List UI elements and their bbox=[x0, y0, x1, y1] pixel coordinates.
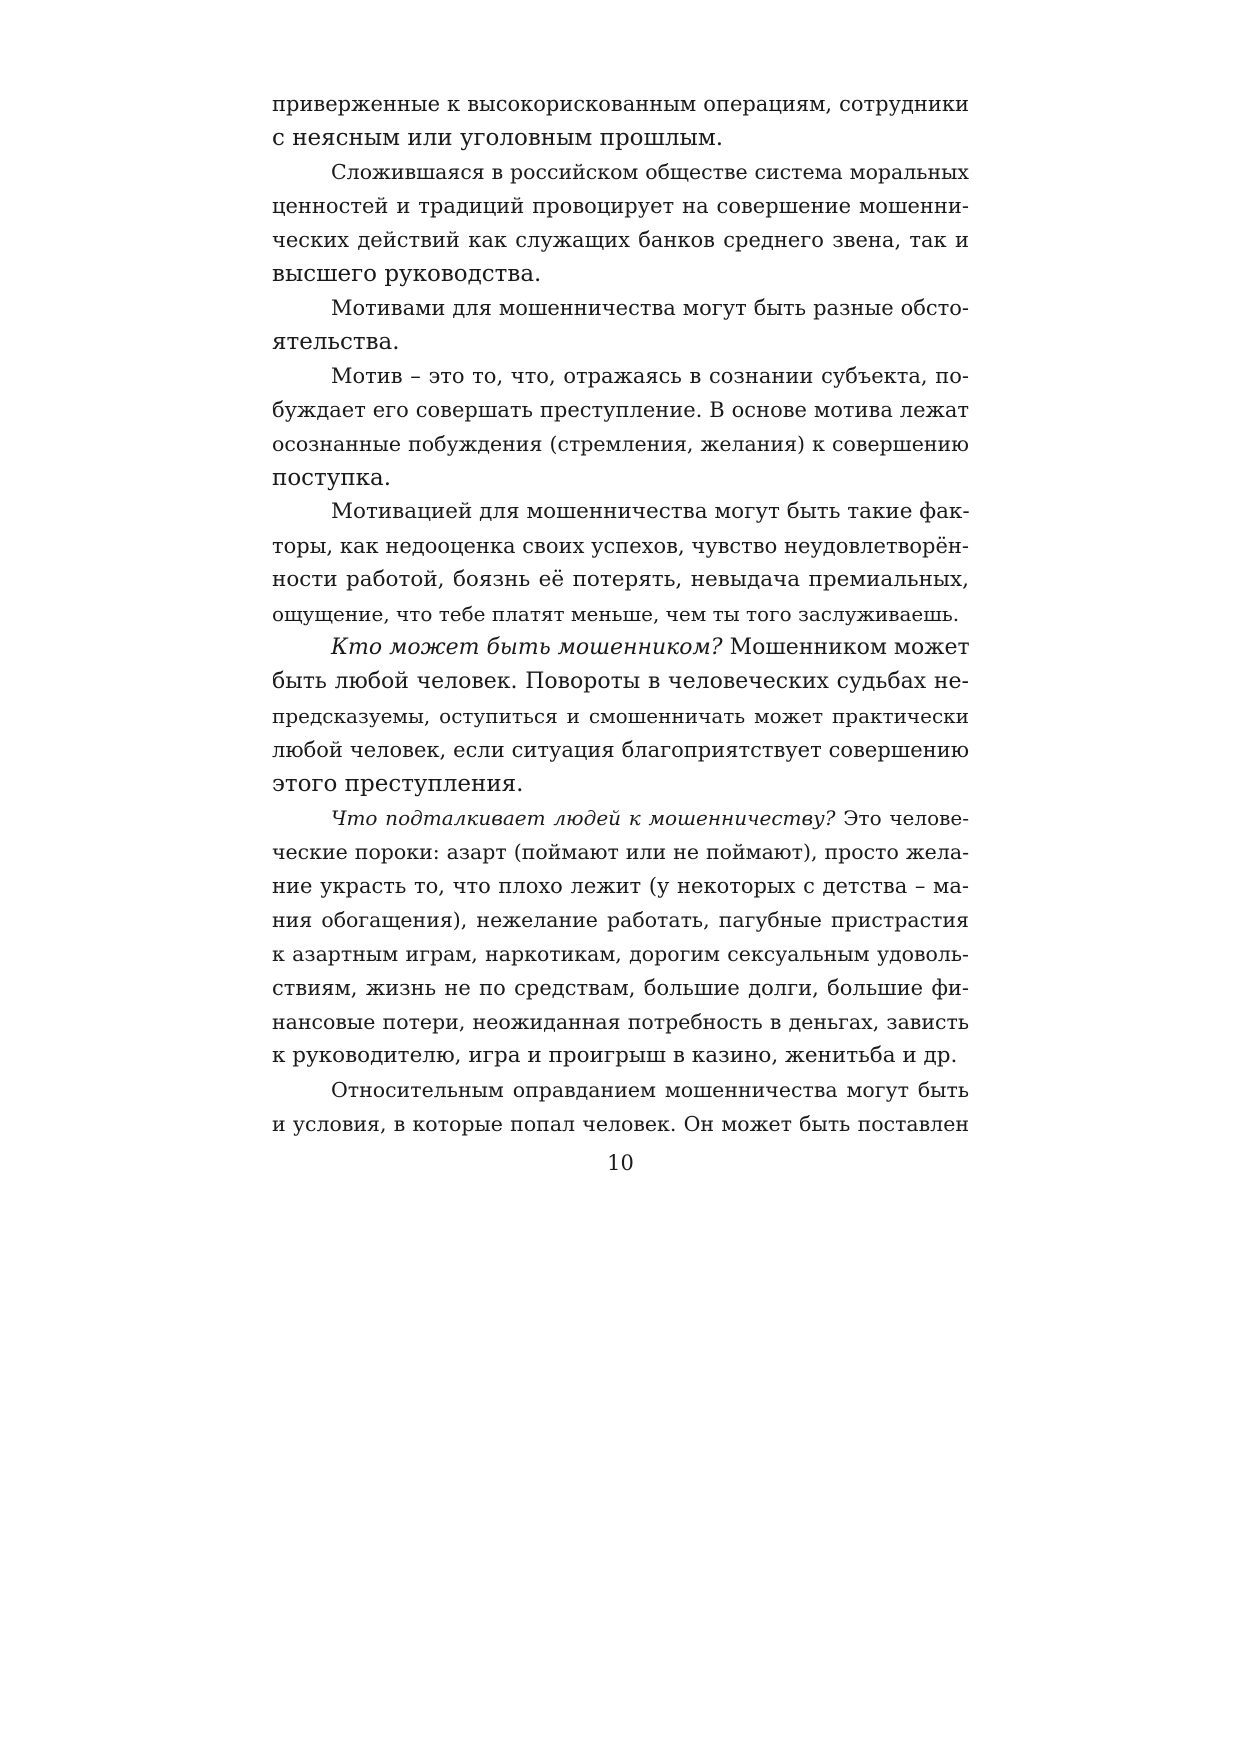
text-segment: любой человек, если ситуация благоприятствует совершению bbox=[272, 738, 969, 762]
text-segment: ние украсть то, что плохо лежит (у некоторых с детства – ма- bbox=[272, 874, 969, 898]
text-line bbox=[272, 461, 969, 495]
text-segment: Сложившаяся в российском обществе система моральных bbox=[331, 160, 969, 184]
text-line bbox=[272, 155, 969, 189]
text-line bbox=[272, 291, 969, 325]
text-segment: к азартным играм, наркотикам, дорогим сексуальным удоволь- bbox=[272, 942, 969, 966]
text-segment: ческие пороки: азарт (поймают или не поймают), просто жела- bbox=[272, 840, 969, 864]
text-segment: Мошенником может bbox=[722, 635, 970, 660]
page-body-text bbox=[272, 87, 969, 1141]
text-segment: и условия, в которые попал человек. Он может быть поставлен bbox=[272, 1112, 969, 1136]
text-line bbox=[272, 699, 969, 733]
text-line bbox=[272, 835, 969, 869]
text-line bbox=[272, 257, 969, 291]
text-line bbox=[272, 1107, 969, 1141]
text-segment: ния обогащения), нежелание работать, пагубные пристрастия bbox=[272, 908, 969, 932]
text-line bbox=[272, 495, 969, 529]
text-line bbox=[272, 1039, 969, 1073]
text-line bbox=[272, 971, 969, 1005]
text-line bbox=[272, 631, 969, 665]
text-segment: с неясным или уголовным прошлым. bbox=[272, 125, 724, 151]
text-line bbox=[272, 869, 969, 903]
text-line bbox=[272, 359, 969, 393]
text-segment: ствиям, жизнь не по средствам, большие долги, большие фи- bbox=[272, 976, 969, 1000]
text-line bbox=[272, 903, 969, 937]
text-line bbox=[272, 1073, 969, 1107]
text-segment: ческих действий как служащих банков среднего звена, так и bbox=[272, 228, 969, 252]
text-segment: этого преступления. bbox=[272, 771, 524, 797]
text-line bbox=[272, 121, 969, 155]
text-segment: Мотивами для мошенничества могут быть разные обсто- bbox=[331, 296, 969, 320]
text-segment: высшего руководства. bbox=[272, 261, 542, 287]
text-line bbox=[272, 393, 969, 427]
text-segment: к руководителю, игра и проигрыш в казино, женитьба и др. bbox=[272, 1043, 958, 1068]
text-segment: нансовые потери, неожиданная потребность в деньгах, зависть bbox=[272, 1010, 969, 1034]
text-segment: Мотивацией для мошенничества могут быть такие фак- bbox=[331, 499, 970, 524]
text-line bbox=[272, 427, 969, 461]
text-segment: ощущение, что тебе платят меньше, чем ты того заслуживаешь. bbox=[272, 602, 960, 626]
text-line bbox=[272, 597, 969, 631]
text-line bbox=[272, 801, 969, 835]
text-segment: Это челове- bbox=[835, 806, 969, 830]
text-line bbox=[272, 325, 969, 359]
text-segment: ности работой, боязнь её потерять, невыдача премиальных, bbox=[272, 567, 969, 592]
text-line bbox=[272, 189, 969, 223]
text-line bbox=[272, 733, 969, 767]
text-line bbox=[272, 1005, 969, 1039]
text-line bbox=[272, 529, 969, 563]
text-line bbox=[272, 87, 969, 121]
text-segment: ценностей и традиций провоцирует на совершение мошенни- bbox=[272, 194, 969, 218]
text-segment: буждает его совершать преступление. В основе мотива лежат bbox=[272, 398, 969, 422]
text-segment: Относительным оправданием мошенничества могут быть bbox=[331, 1078, 969, 1102]
page-number: 10 bbox=[607, 1151, 634, 1175]
text-segment: ятельства. bbox=[272, 329, 400, 355]
text-line bbox=[272, 937, 969, 971]
text-line bbox=[272, 665, 969, 699]
text-segment: осознанные побуждения (стремления, желания) к совершению bbox=[272, 432, 969, 456]
text-segment: поступка. bbox=[272, 465, 392, 491]
text-line bbox=[272, 563, 969, 597]
text-segment: предсказуемы, оступиться и смошенничать может практически bbox=[272, 704, 969, 728]
italic-question: Что подталкивает людей к мошенничеству? bbox=[331, 806, 836, 830]
text-line bbox=[272, 223, 969, 257]
text-segment: приверженные к высокорискованным операциям, сотрудники bbox=[272, 92, 969, 116]
text-line bbox=[272, 767, 969, 801]
italic-question: Кто может быть мошенником? bbox=[331, 635, 723, 660]
text-segment: Мотив – это то, что, отражаясь в сознании субъекта, по- bbox=[331, 364, 969, 388]
text-segment: торы, как недооценка своих успехов, чувство неудовлетворён- bbox=[272, 534, 969, 558]
text-segment: быть любой человек. Повороты в человеческих судьбах не- bbox=[272, 669, 969, 694]
